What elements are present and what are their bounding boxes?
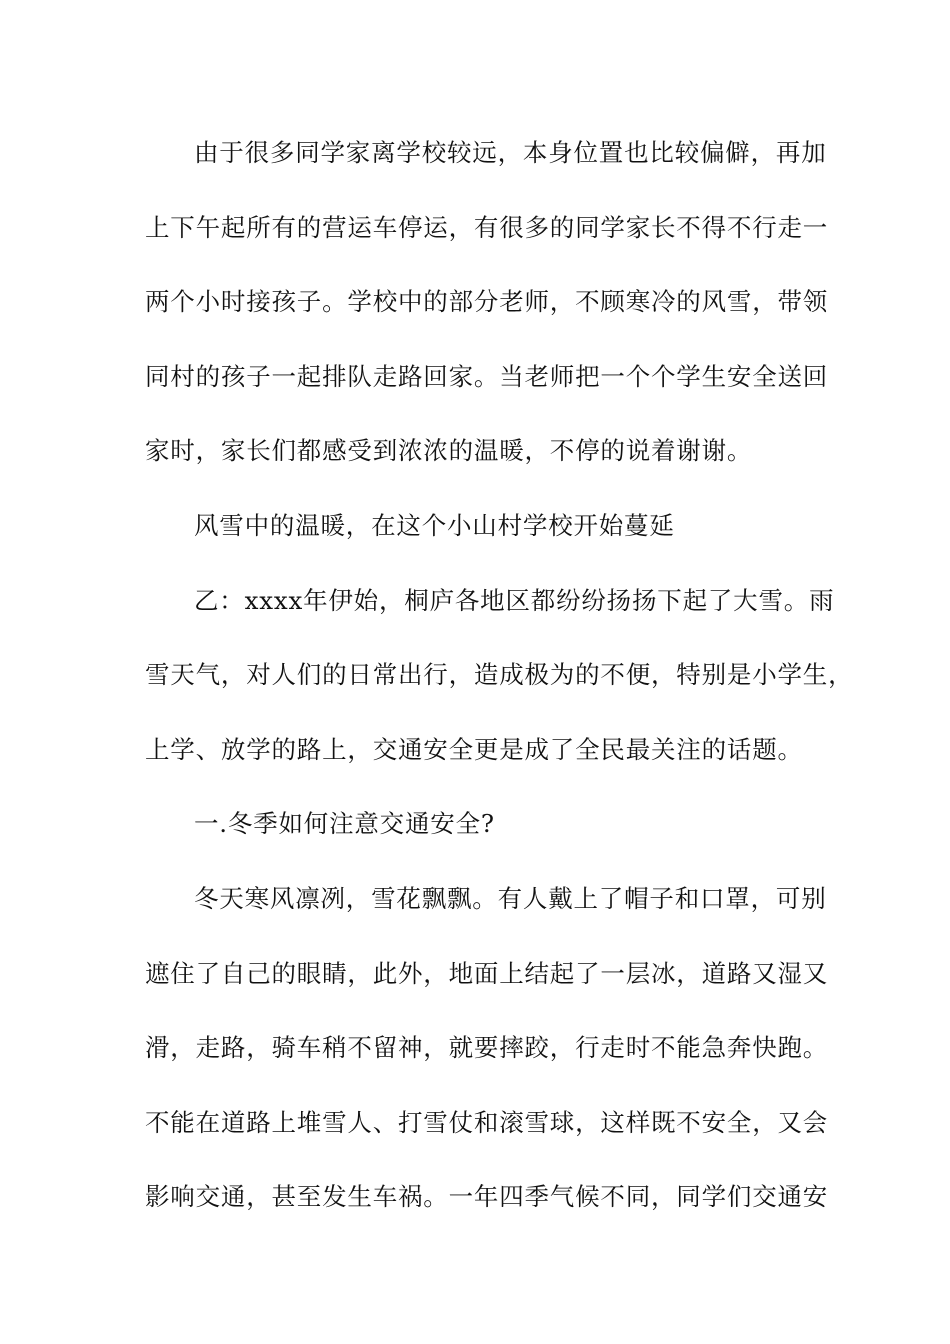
text-line: 不能在道路上堆雪人、打雪仗和滚雪球，这样既不安全，又会	[145, 1107, 829, 1137]
text-line: 风雪中的温暖，在这个小山村学校开始蔓延	[194, 510, 675, 540]
text-line: 上下午起所有的营运车停运，有很多的同学家长不得不行走一	[145, 212, 829, 242]
text-line: 冬天寒风凛冽，雪花飘飘。有人戴上了帽子和口罩，可别	[194, 883, 827, 913]
text-line: 滑，走路，骑车稍不留神，就要摔跤，行走时不能急奔快跑。	[145, 1033, 829, 1063]
text-line: 同村的孩子一起排队走路回家。当老师把一个个学生安全送回	[145, 361, 829, 391]
text-line: 由于很多同学家离学校较远，本身位置也比较偏僻，再加	[194, 138, 827, 167]
text-line: 两个小时接孩子。学校中的部分老师，不顾寒冷的风雪，带领	[145, 287, 829, 317]
document-body	[145, 128, 854, 1247]
text-line: 影响交通，甚至发生车祸。一年四季气候不同，同学们交通安	[145, 1182, 829, 1212]
text-line: 遮住了自己的眼睛，此外，地面上结起了一层冰，道路又湿又	[145, 958, 829, 988]
text-line: 雪天气，对人们的日常出行，造成极为的不便，特别是小学生，	[145, 660, 854, 690]
section-heading: 一.冬季如何注意交通安全?	[194, 809, 495, 839]
text-line: 家时，家长们都感受到浓浓的温暖，不停的说着谢谢。	[145, 436, 753, 466]
text-line: 乙：xxxx年伊始，桐庐各地区都纷纷扬扬下起了大雪。雨	[194, 585, 835, 615]
text-line: 上学、放学的路上，交通安全更是成了全民最关注的话题。	[145, 734, 803, 764]
